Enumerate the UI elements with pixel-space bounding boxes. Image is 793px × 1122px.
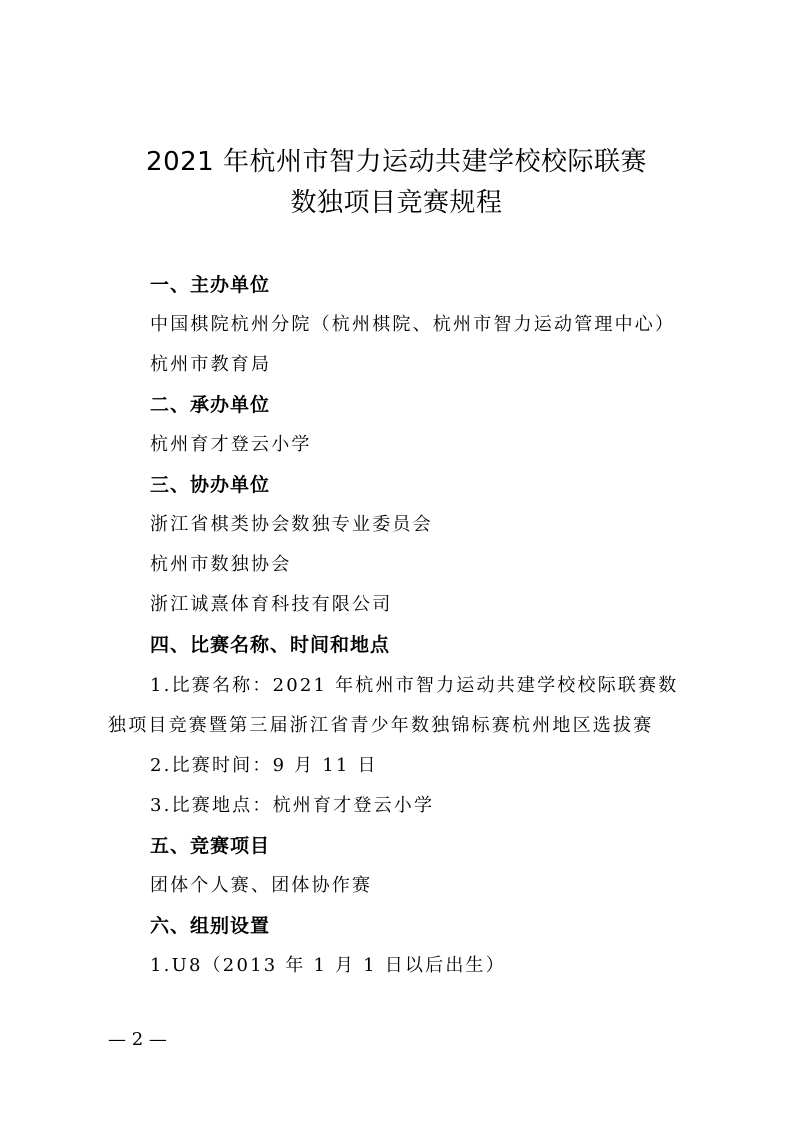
organizer-line-2: 杭州市教育局 <box>150 354 272 375</box>
co-organizer-line-2: 杭州市数独协会 <box>150 554 292 575</box>
organizer-line-1: 中国棋院杭州分院（杭州棋院、杭州市智力运动管理中心） <box>150 314 676 335</box>
section-heading-host: 二、承办单位 <box>150 394 271 416</box>
group-item-u8: 1.U8（2013 年 1 月 1 日以后出生） <box>150 955 506 976</box>
document-title-line-2: 数独项目竞赛规程 <box>290 188 503 218</box>
host-line-1: 杭州育才登云小学 <box>150 434 312 455</box>
section-heading-groups: 六、组别设置 <box>150 915 271 937</box>
section-heading-name-time-place: 四、比赛名称、时间和地点 <box>150 634 391 656</box>
section-heading-co-organizer: 三、协办单位 <box>150 474 271 496</box>
co-organizer-line-1: 浙江省棋类协会数独专业委员会 <box>150 514 433 535</box>
events-line-1: 团体个人赛、团体协作赛 <box>150 875 373 896</box>
co-organizer-line-3: 浙江诚熹体育科技有限公司 <box>150 594 393 615</box>
document-title-line-1: 2021 年杭州市智力运动共建学校校际联赛 <box>146 147 647 177</box>
competition-name-line-1: 1.比赛名称：2021 年杭州市智力运动共建学校校际联赛数 <box>150 675 679 696</box>
page-number: — 2 — <box>108 1029 167 1050</box>
section-heading-organizer: 一、主办单位 <box>150 274 271 296</box>
competition-place: 3.比赛地点：杭州育才登云小学 <box>150 795 435 816</box>
section-heading-events: 五、竞赛项目 <box>150 835 271 857</box>
competition-name-line-2: 独项目竞赛暨第三届浙江省青少年数独锦标赛杭州地区选拔赛 <box>108 715 654 736</box>
competition-time: 2.比赛时间：9 月 11 日 <box>150 755 378 776</box>
